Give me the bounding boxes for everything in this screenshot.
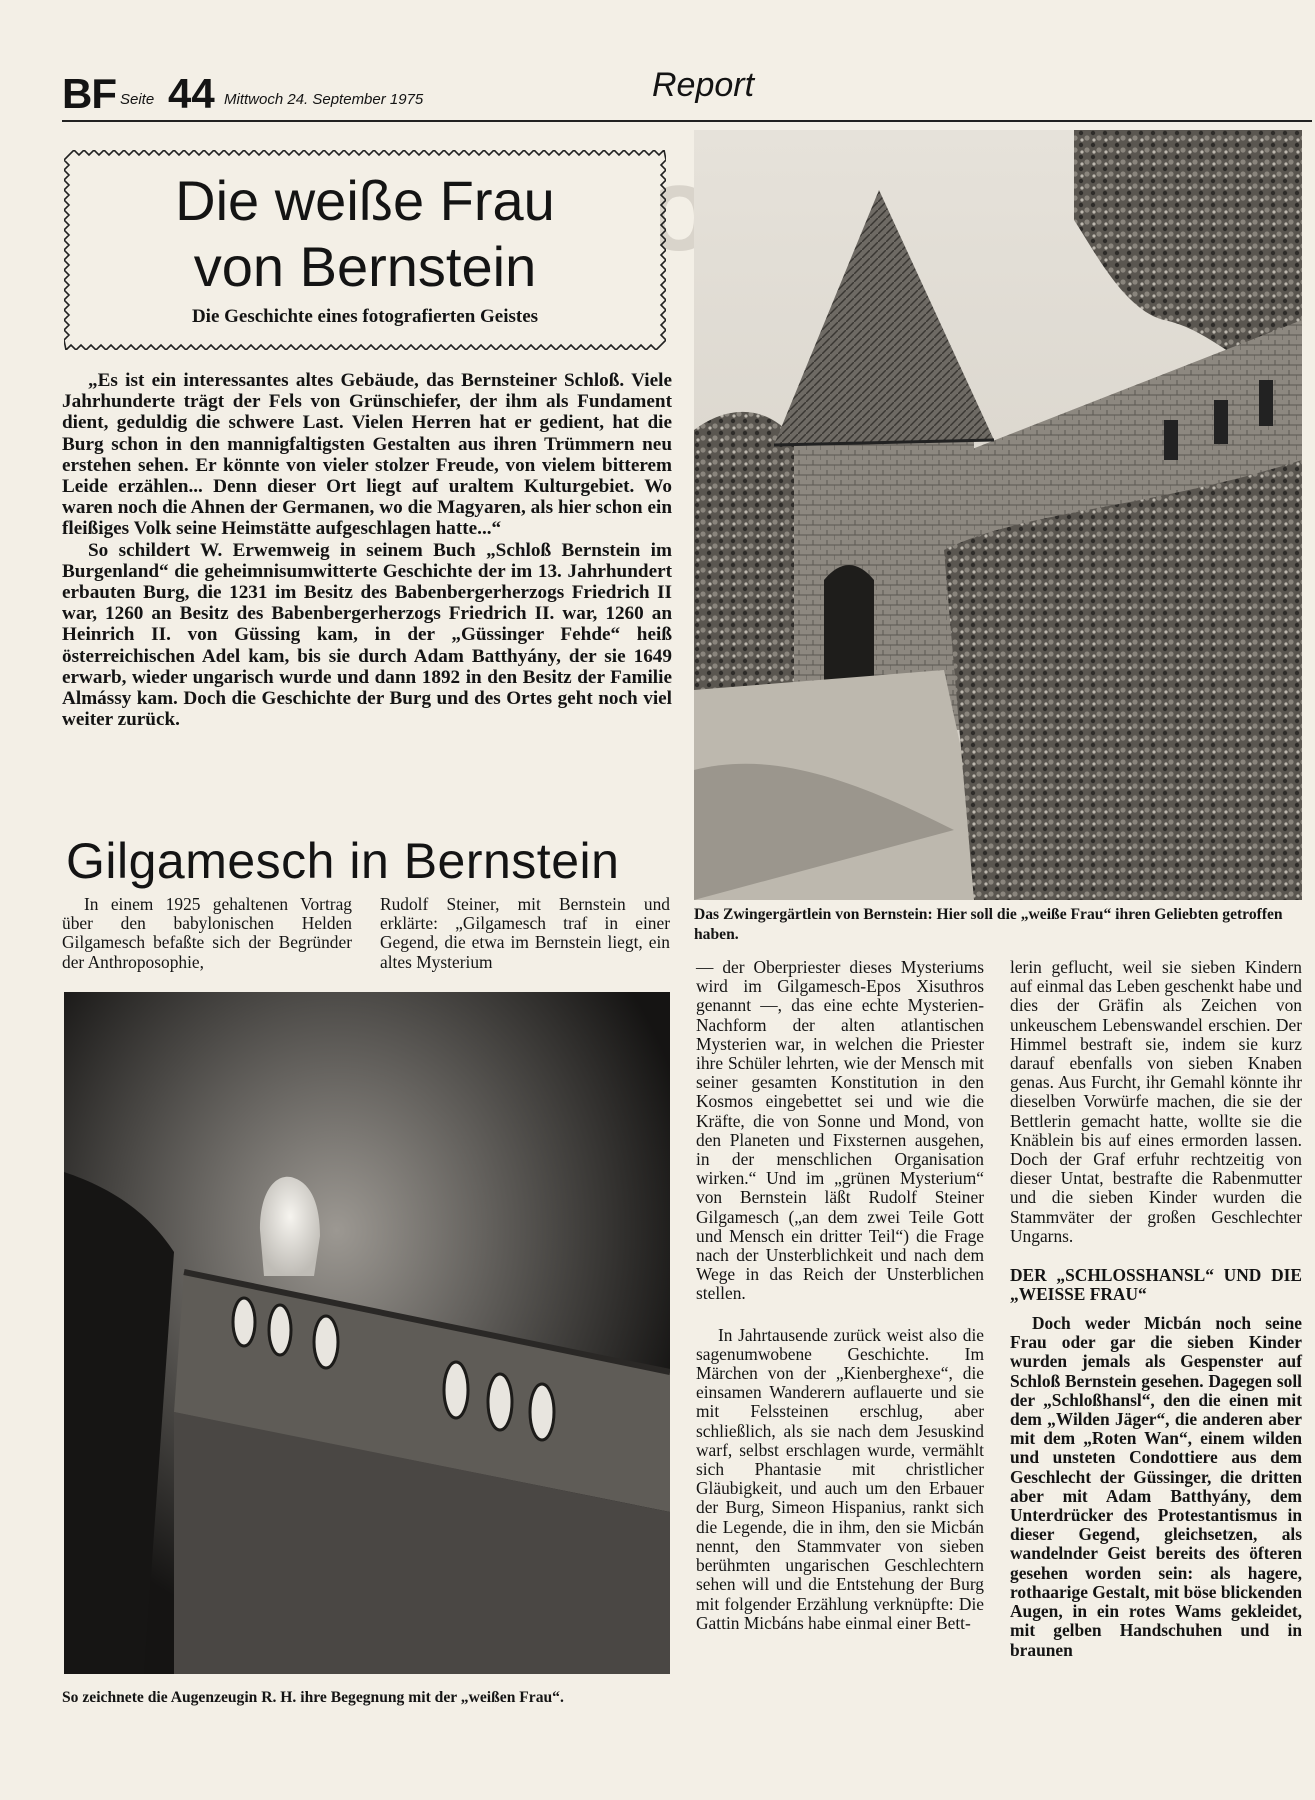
column-4: [1010, 958, 1302, 1660]
ghost-drawing-caption: So zeichnete die Augenzeugin R. H. ihre Begegnung mit der „weißen Frau“.: [62, 1689, 564, 1706]
section-title: Report: [652, 66, 755, 104]
subheadline: Die Geschichte eines fotografierten Geistes: [191, 306, 539, 327]
page-label: Seite: [120, 91, 155, 108]
column-2: [380, 895, 670, 972]
castle-photo-caption: Das Zwingergärtlein von Bernstein: Hier soll die „weiße Frau“ ihren Geliebten getroffen haben.: [694, 906, 1283, 943]
header-rule: [62, 120, 1312, 122]
column-4-subheading: DER „SCHLOSSHANSL“ UND DIE „WEISSE FRAU“: [1010, 1265, 1302, 1305]
intro-paragraph-2: So schildert W. Erwemweig in seinem Buch „Schloß Bernstein im Burgenland“ die geheimnisumwitterte Geschichte der im 13. Jahrhundert erbauten Burg, die 1231 im Besitz des Babenbergerherzogs Friedrich II war, 1260 an Besitz des Babenbergerherzogs Friedrich II. war, 1260 an Heinrich II. von Güssing kam, in der „Güssinger Fehde“ heiß österreichischen Adel kam, bis sie durch Adam Batthyány, der sie 1649 erwarb, wieder ungarisch wurde und dann 1892 in den Besitz der Familie Almássy kam. Doch die Geschichte der Burg und des Ortes geht noch viel weiter zurück.: [62, 539, 672, 731]
headline-line-1: Die weiße Frau: [175, 169, 555, 232]
publication-logo: BF: [62, 70, 116, 117]
column-1-text: In einem 1925 gehaltenen Vortrag über den babylonischen Helden Gilgamesch befaßte sich der Begründer der Anthroposophie,: [62, 894, 352, 972]
column-2-text: Rudolf Steiner, mit Bernstein und erklärte: „Gilgamesch traf in einer Gegend, die etwa im Bernstein liegt, ein altes Mysterium: [380, 894, 670, 972]
headline-box: [64, 150, 666, 350]
page-number: 44: [168, 70, 215, 117]
headline: [64, 168, 666, 300]
issue-date: Mittwoch 24. September 1975: [224, 91, 424, 108]
section-heading: Gilgamesch in Bernstein: [66, 833, 620, 889]
column-3-paragraph-1: — der Oberpriester dieses Mysteriums wird im Gilgamesch-Epos Xisuthros genannt —, das eine echte Mysterien-Nachform der alten atlantischen Mysterien war, in welchen die Priester ihre Schüler lehrten, wie der Mensch mit seiner gesamten Konstitution in den Kosmos eingebettet sei und wie die Kräfte, die von Sonne und Mond, von den Planeten und Fixsternen ausgehen, in der menschlichen Organisation wirken.“ Und im „grünen Mysterium“ von Bernstein läßt Rudolf Steiner Gilgamesch („an dem zwei Teile Gott und Mensch ein dritter Teil“) die Frage nach der Unsterblichkeit und nach dem Wege in das Reich der Unsterblichen stellen.: [696, 957, 984, 1304]
column-3-paragraph-2: In Jahrtausende zurück weist also die sagenumwobene Geschichte. Im Märchen von der „Kienberghexe“, die einsamen Wanderern auflauerte und sie mit Felssteinen erschlug, aber schließlich, als sie nach dem Jesuskind warf, selbst erschlagen wurde, vermählt sich Phantasie mit christlicher Gläubigkeit, und auch um den Erbauer der Burg, Simeon Hispanius, rankt sich die Legende, die in ihm, den sie Micbán nennt, den Stammvater von sieben berühmten ungarischen Geschlechtern sehen will und die Entstehung der Burg mit folgender Erzählung verknüpfte: Die Gattin Micbáns habe einmal einer Bett-: [696, 1324, 984, 1633]
headline-line-2: von Bernstein: [193, 235, 537, 298]
column-4-paragraph-2: Doch weder Micbán noch seine Frau oder gar die sieben Kinder wurden jemals als Gespenster auf Schloß Bernstein gesehen. Dagegen soll der „Schloßhansl“, den die einen mit dem „Wilden Jäger“, die anderen aber mit dem „Roten Wan“, einem wilden und unsteten Condottiere aus dem Geschlecht der Güssinger, die dritten aber mit Adam Batthyány, dem Unterdrücker des Protestantismus in dieser Gegend, gleichsetzen, als wandelnder Geist bereits des öfteren gesehen worden sein: als hagere, rothaarige Gestalt, mit böse blickenden Augen, in ein rotes Wams gekleidet, mit gelben Handschuhen und in braunen: [1010, 1313, 1302, 1660]
column-1: [62, 895, 352, 972]
ghost-drawing-photo: [64, 992, 670, 1674]
article-intro: [62, 370, 672, 730]
intro-paragraph-1: „Es ist ein interessantes altes Gebäude, das Bernsteiner Schloß. Viele Jahrhunderte trägt der Fels von Grünschiefer, der ihm als Fundament dient, geduldig die schwere Last. Vielen Herren hat er gedient, hat die Burg schon in den mannigfaltigsten Gestalten aus ihren Trümmern neu erstehen sehen. Er könnte von vieler stolzer Freude, von vielem bitterem Leide erzählen... Denn dieser Ort liegt auf uraltem Kulturgebiet. Wo waren noch die Ahnen der Germanen, wo die Magyaren, als hier schon ein fleißiges Volk seine Heimstätte aufgeschlagen hatte...“: [62, 370, 672, 540]
column-4-paragraph-1: lerin geflucht, weil sie sieben Kindern auf einmal das Leben geschenkt habe und dies der Gräfin als Zeichen von unkeuschem Lebenswandel erschien. Der Himmel bestraft sie, indem sie kurz darauf ebenfalls von sieben Knaben genas. Aus Furcht, ihr Gemahl könnte ihr dieselben Vorwürfe machen, die sie der Bettlerin gemacht hatte, wollte sie die Knäblein bis auf eines ermorden lassen. Doch der Graf erfuhr rechtzeitig von dieser Untat, bestrafte die Rabenmutter und die sieben Kinder wurden die Stammväter der großen Geschlechter Ungarns.: [1010, 957, 1302, 1246]
castle-photo: [694, 130, 1302, 900]
column-3: [696, 958, 984, 1633]
